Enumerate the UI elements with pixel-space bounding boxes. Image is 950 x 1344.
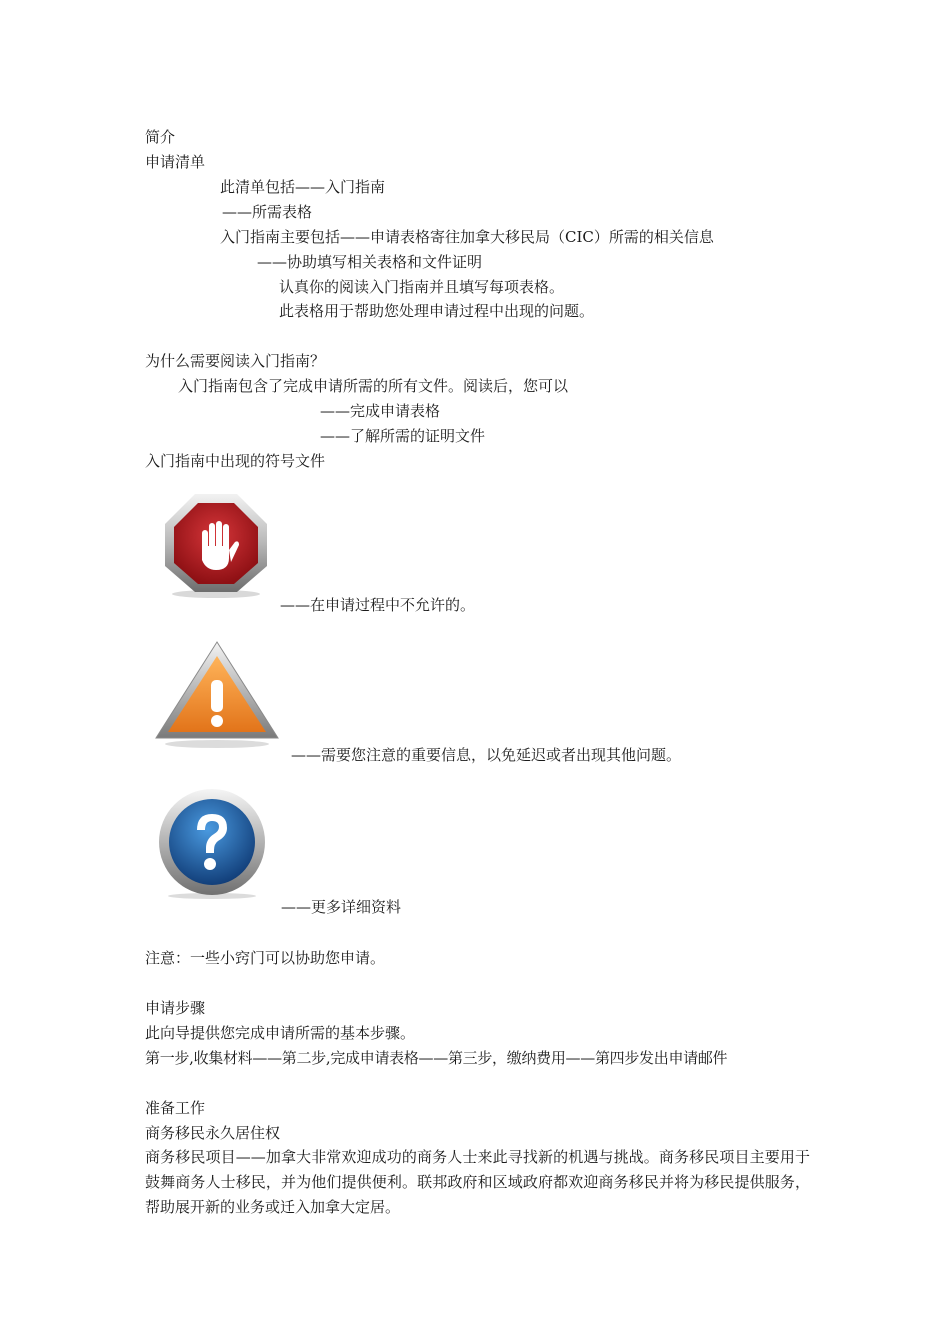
question-icon <box>155 786 269 900</box>
steps-heading: 申请步骤 <box>145 999 206 1017</box>
question-description: ——更多详细资料 <box>281 898 402 916</box>
steps-sequence: 第一步,收集材料——第二步,完成申请表格——第三步，缴纳费用——第四步发出申请邮件 <box>145 1049 728 1067</box>
why-desc: 入门指南包含了完成申请所需的所有文件。阅读后，您可以 <box>178 377 569 395</box>
steps-desc: 此向导提供您完成申请所需的基本步骤。 <box>145 1024 416 1042</box>
why-item-complete-forms: ——完成申请表格 <box>320 402 441 420</box>
read-carefully: 认真你的阅读入门指南并且填写每项表格。 <box>279 278 565 296</box>
form-purpose: 此表格用于帮助您处理申请过程中出现的问题。 <box>279 302 595 320</box>
note-text: 注意：一些小窍门可以协助您申请。 <box>145 949 386 967</box>
prep-heading: 准备工作 <box>145 1099 206 1117</box>
why-heading: 为什么需要阅读入门指南？ <box>145 352 326 370</box>
symbols-heading: 入门指南中出现的符号文件 <box>145 452 326 470</box>
prep-subheading: 商务移民永久居住权 <box>145 1124 281 1142</box>
stop-hand-icon <box>160 490 272 600</box>
why-item-documents: ——了解所需的证明文件 <box>320 427 486 445</box>
checklist-forms: ——所需表格 <box>222 203 313 221</box>
guide-includes: 入门指南主要包括——申请表格寄往加拿大移民局（CIC）所需的相关信息 <box>220 228 714 246</box>
intro-heading: 简介 <box>145 128 176 146</box>
checklist-includes: 此清单包括——入门指南 <box>220 178 386 196</box>
checklist-heading: 申请清单 <box>145 153 206 171</box>
guide-help: ——协助填写相关表格和文件证明 <box>257 253 483 271</box>
warning-description: ——需要您注意的重要信息，以免延迟或者出现其他问题。 <box>291 746 682 764</box>
prep-body: 商务移民项目——加拿大非常欢迎成功的商务人士来此寻找新的机遇与挑战。商务移民项目主要用于鼓舞商务人士移民，并为他们提供便利。联邦政府和区域政府都欢迎商务移民并将为移民提供服务，帮助展开新的业务或迁入加拿大定居。 <box>145 1148 810 1216</box>
warning-icon <box>152 638 282 750</box>
stop-description: ——在申请过程中不允许的。 <box>280 596 476 614</box>
